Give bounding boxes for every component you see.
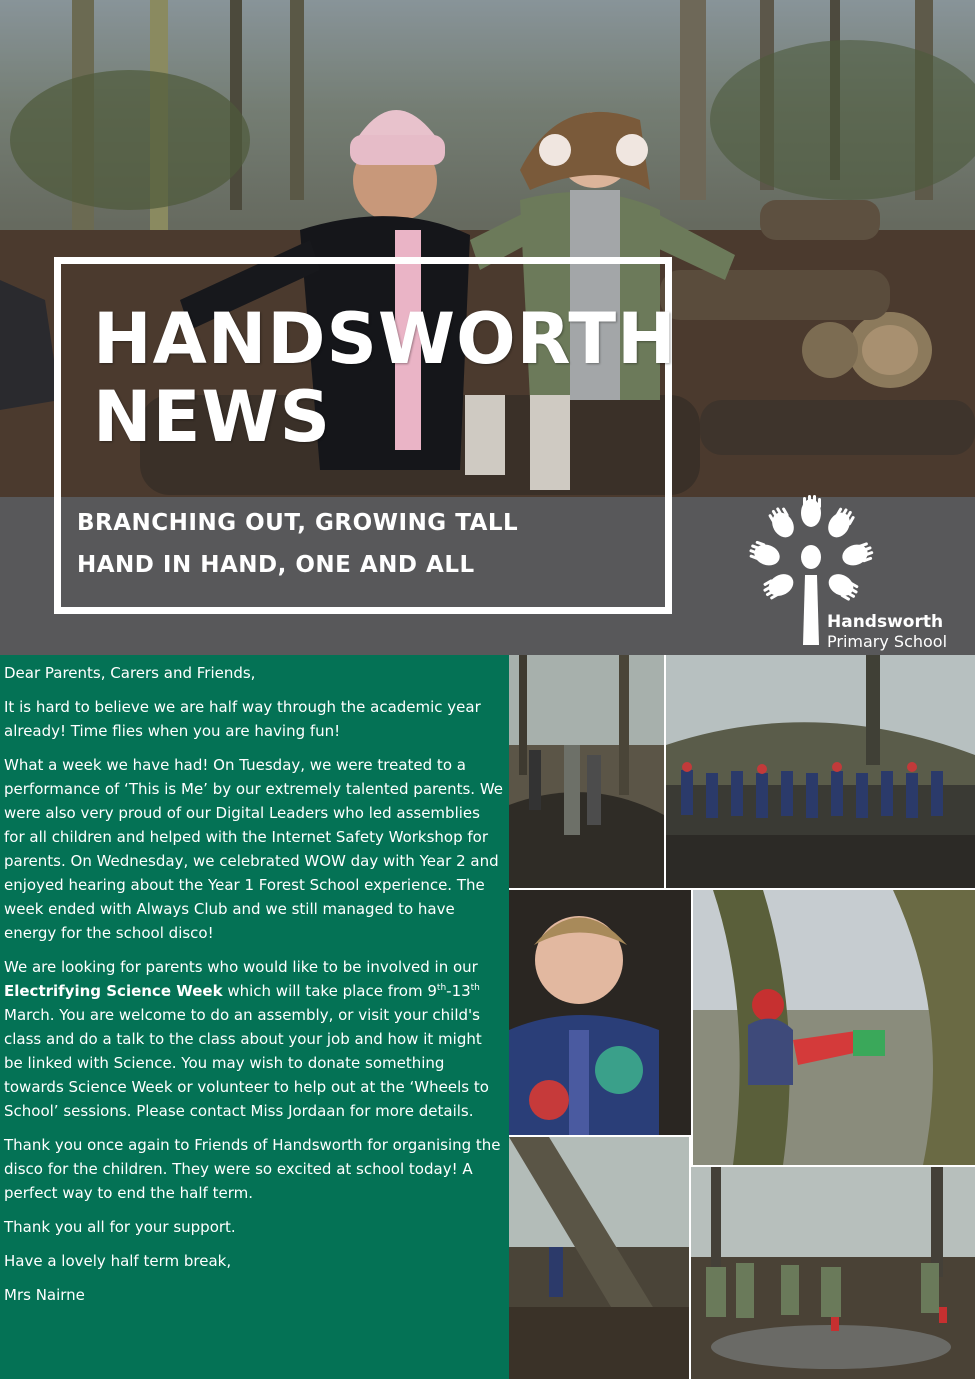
letter-greeting: Dear Parents, Carers and Friends, — [4, 664, 256, 682]
motto-line-1: BRANCHING OUT, GROWING TALL — [77, 510, 519, 536]
science-week-highlight: Electrifying Science Week — [4, 982, 223, 1000]
newsletter-title — [93, 300, 677, 456]
title-line-2: NEWS — [93, 376, 332, 458]
photo-class-group-in-forest — [666, 655, 975, 888]
photo-collage — [509, 655, 975, 1379]
letter-signoff: Mrs Nairne — [4, 1286, 85, 1304]
motto-line-2: HAND IN HAND, ONE AND ALL — [77, 552, 475, 578]
p3-text-d: March. You are welcome to do an assembly, or visit your child's class and do a talk to the class about your job and how it might be linked with Science. You may wish to donate something towards Science Week or volunteer to help out at the ‘Wheels to School’ sessions. Please contact Miss Jordaan for more details. — [4, 1006, 489, 1120]
photo-woodland-walk — [509, 655, 664, 888]
p3-sup-2: th — [470, 983, 480, 993]
p3-sup-1: th — [436, 983, 447, 993]
letter-paragraph-5: Thank you all for your support. — [4, 1218, 236, 1236]
title-line-1: HANDSWORTH — [93, 298, 677, 380]
letter-paragraph-2: What a week we have had! On Tuesday, we were treated to a performance of ‘This is Me’ by our extremely talented parents. We were also very proud of our Digital Leaders who led assemblies for all children and helped with the Internet Safety Workshop for parents. On Wednesday, we celebrated WOW day with Year 2 and enjoyed hearing about the Year 1 Forest School experience. The week ended with Always Club and we still managed to have energy for the school disco! — [4, 756, 504, 942]
p3-text-b: which will take place from 9 — [227, 982, 437, 1000]
photo-children-by-puddle — [691, 1167, 975, 1379]
p3-text-a: We are looking for parents who would like to be involved in our — [4, 958, 478, 976]
photo-fallen-tree — [509, 1137, 689, 1379]
letter-paragraph-1: It is hard to believe we are half way through the academic year already! Time flies when you are having fun! — [4, 698, 481, 740]
photo-girl-climbing-tree — [693, 890, 975, 1165]
letter-paragraph-3 — [4, 955, 505, 1123]
photo-smiling-boy — [509, 890, 691, 1135]
logo-school-subtitle: Primary School — [827, 632, 948, 651]
letter-paragraph-6: Have a lovely half term break, — [4, 1252, 232, 1270]
logo-school-name: Handsworth — [827, 612, 944, 632]
letter-paragraph-4: Thank you once again to Friends of Handsworth for organising the disco for the children. They were so excited at school today! A perfect way to end the half term. — [4, 1136, 501, 1202]
headteacher-letter — [0, 655, 509, 1379]
p3-text-c: -13 — [446, 982, 471, 1000]
